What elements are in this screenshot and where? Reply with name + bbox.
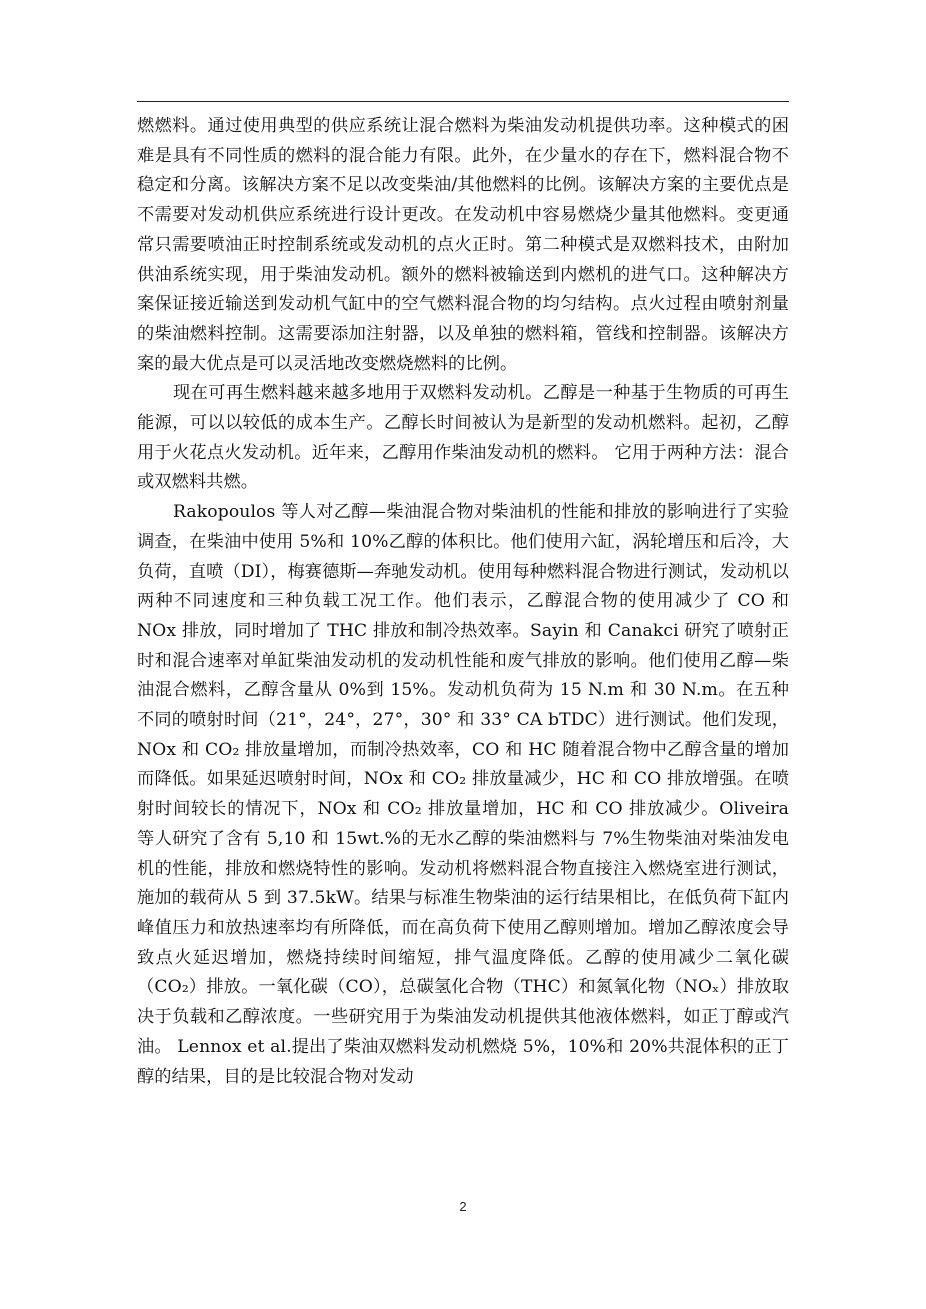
paragraph-3: Rakopoulos 等人对乙醇—柴油混合物对柴油机的性能和排放的影响进行了实验调查，在柴油中使用 5%和 10%乙醇的体积比。他们使用六缸，涡轮增压和后冷，大负荷，直喷（DI），梅赛德斯—奔驰发动机。使用每种燃料混合物进行测试，发动机以两种不同速度和三种负载工况工作。他们表示，乙醇混合物的使用减少了 CO 和 NOx 排放，同时增加了 THC 排放和制冷热效率。Sayin 和 Canakci 研究了喷射正时和混合速率对单缸柴油发动机的发动机性能和废气排放的影响。他们使用乙醇—柴油混合燃料，乙醇含量从 0%到 15%。发动机负荷为 15 N.m 和 30 N.m。在五种不同的喷射时间（21°，24°，27°，30° 和 33° CA bTDC）进行测试。他们发现，NOx 和 CO₂ 排放量增加，而制冷热效率，CO 和 HC 随着混合物中乙醇含量的增加而降低。如果延迟喷射时间，NOx 和 CO₂ 排放量减少，HC 和 CO 排放增强。在喷射时间较长的情况下，NOx 和 CO₂ 排放量增加，HC 和 CO 排放减少。Oliveira 等人研究了含有 5,10 和 15wt.%的无水乙醇的柴油燃料与 7%生物柴油对柴油发电机的性能，排放和燃烧特性的影响。发动机将燃料混合物直接注入燃烧室进行测试，施加的载荷从 5 到 37.5kW。结果与标准生物柴油的运行结果相比，在低负荷下缸内峰值压力和放热速率均有所降低，而在高负荷下使用乙醇则增加。增加乙醇浓度会导致点火延迟增加，燃烧持续时间缩短，排气温度降低。乙醇的使用减少二氧化碳（CO₂）排放。一氧化碳（CO），总碳氢化合物（THC）和氮氧化物（NOₓ）排放取决于负载和乙醇浓度。一些研究用于为柴油发动机提供其他液体燃料，如正丁醇或汽油。 Lennox et al.提出了柴油双燃料发动机燃烧 5%，10%和 20%共混体积的正丁醇的结果，目的是比较混合物对发动 [137,502,789,1087]
paragraph-2: 现在可再生燃料越来越多地用于双燃料发动机。乙醇是一种基于生物质的可再生能源，可以以较低的成本生产。乙醇长时间被认为是新型的发动机燃料。起初，乙醇用于火花点火发动机。近年来，乙醇用作柴油发动机的燃料。 它用于两种方法：混合或双燃料共燃。 [137,383,789,493]
header-rule [137,101,789,102]
page-number: 2 [459,1199,467,1214]
paragraph-1: 燃燃料。通过使用典型的供应系统让混合燃料为柴油发动机提供功率。这种模式的困难是具有不同性质的燃料的混合能力有限。此外，在少量水的存在下，燃料混合物不稳定和分离。该解决方案不足以改变柴油/其他燃料的比例。该解决方案的主要优点是不需要对发动机供应系统进行设计更改。在发动机中容易燃烧少量其他燃料。变更通常只需要喷油正时控制系统或发动机的点火正时。第二种模式是双燃料技术，由附加供油系统实现，用于柴油发动机。额外的燃料被输送到内燃机的进气口。这种解决方案保证接近输送到发动机气缸中的空气燃料混合物的均匀结构。点火过程由喷射剂量的柴油燃料控制。这需要添加注射器，以及单独的燃料箱，管线和控制器。该解决方案的最大优点是可以灵活地改变燃烧燃料的比例。 [137,116,789,374]
body-text [137,112,789,1092]
